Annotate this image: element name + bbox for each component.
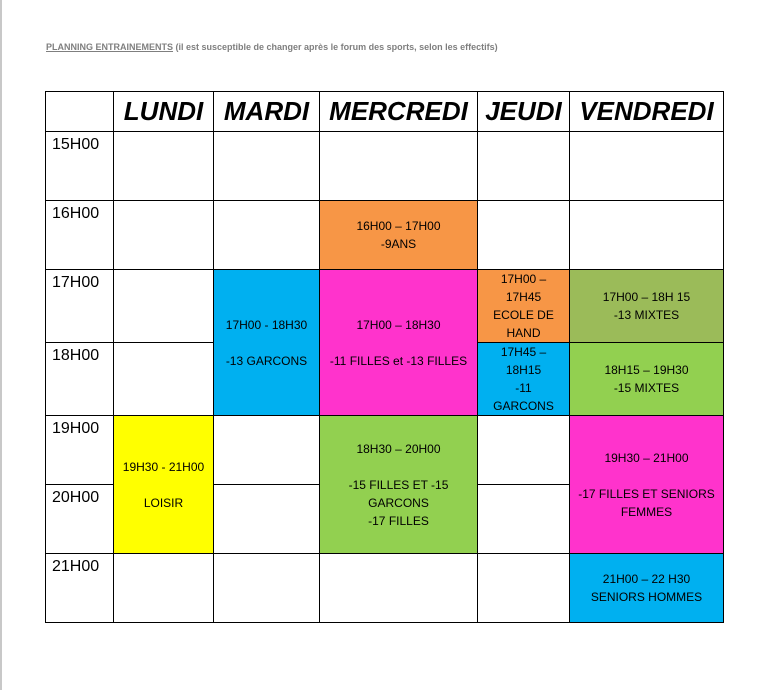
- cell-empty: [478, 485, 570, 554]
- session-line: -13 GARCONS: [225, 353, 308, 368]
- session-lundi-loisir: [114, 416, 214, 554]
- header-row: [46, 92, 724, 132]
- session-line: -11: [515, 381, 532, 395]
- row-21h00: [46, 554, 724, 623]
- time-label-21h00: 21H00: [46, 554, 114, 623]
- cell-empty: [114, 132, 214, 201]
- cell-empty: [114, 270, 214, 343]
- cell-empty: [320, 554, 478, 623]
- time-label-16h00: 16H00: [46, 201, 114, 270]
- session-line: 17H00 – 18H 15: [602, 290, 691, 304]
- row-15h00: [46, 132, 724, 201]
- time-label-19h00: 19H00: [46, 416, 114, 485]
- session-line: GARCONS: [493, 399, 554, 413]
- cell-empty: [478, 416, 570, 485]
- session-line: GARCONS: [368, 495, 429, 510]
- session-spacer: [214, 334, 319, 352]
- session-line: 17H45: [505, 290, 542, 304]
- row-16h00: [46, 201, 724, 270]
- time-label-15h00: 15H00: [46, 132, 114, 201]
- day-header-vendredi: VENDREDI: [570, 92, 724, 132]
- planning-heading: [46, 42, 498, 52]
- cell-empty: [214, 416, 320, 485]
- session-jeudi-ecole-de-hand: [478, 270, 570, 343]
- session-jeudi-11-garcons: [478, 343, 570, 416]
- cell-empty: [214, 554, 320, 623]
- session-line: 19H30 – 21H00: [604, 450, 689, 465]
- session-line: ECOLE DE: [493, 308, 554, 322]
- row-17h00: [46, 270, 724, 343]
- session-mercredi-9ans: [320, 201, 478, 270]
- session-mercredi-11-13-filles: [320, 270, 478, 416]
- session-line: -15 MIXTES: [613, 381, 680, 395]
- day-header-jeudi: JEUDI: [478, 92, 570, 132]
- cell-empty: [114, 201, 214, 270]
- session-spacer: [114, 476, 213, 494]
- session-line: 16H00 – 17H00: [356, 219, 441, 233]
- session-spacer: [320, 458, 477, 476]
- session-vendredi-15-mixtes: [570, 343, 724, 416]
- session-line: 18H15: [505, 363, 542, 377]
- session-line: LOISIR: [143, 495, 184, 510]
- cell-empty: [478, 132, 570, 201]
- planning-title: PLANNING ENTRAINEMENTS: [46, 42, 174, 52]
- session-line: 17H45 –: [500, 345, 547, 359]
- planning-note: (il est susceptible de changer après le forum des sports, selon les effectifs): [173, 42, 498, 52]
- session-line: 21H00 – 22 H30: [602, 572, 691, 586]
- session-line: -17 FILLES: [368, 513, 429, 528]
- session-line: SENIORS HOMMES: [590, 590, 703, 604]
- session-line: HAND: [506, 326, 541, 340]
- session-line: -13 MIXTES: [613, 308, 680, 322]
- cell-empty: [214, 201, 320, 270]
- day-header-mardi: MARDI: [214, 92, 320, 132]
- schedule-table: [45, 91, 724, 623]
- session-line: -9ANS: [380, 237, 417, 251]
- cell-empty: [478, 201, 570, 270]
- session-vendredi-17-seniors-femmes: [570, 416, 724, 554]
- session-line: -11 FILLES et -13 FILLES: [329, 353, 468, 368]
- session-vendredi-seniors-hommes: [570, 554, 724, 623]
- cell-empty: [570, 132, 724, 201]
- cell-empty: [478, 554, 570, 623]
- session-line: 19H30 - 21H00: [122, 459, 205, 474]
- session-mercredi-15-17: [320, 416, 478, 554]
- session-line: FEMMES: [620, 504, 673, 519]
- session-line: 17H00 –: [500, 272, 547, 286]
- session-spacer: [570, 467, 723, 485]
- cell-empty: [320, 132, 478, 201]
- cell-empty: [570, 201, 724, 270]
- session-spacer: [320, 334, 477, 352]
- session-vendredi-13-mixtes: [570, 270, 724, 343]
- session-mardi-13-garcons: [214, 270, 320, 416]
- time-label-18h00: 18H00: [46, 343, 114, 416]
- session-line: -17 FILLES ET SENIORS: [578, 486, 715, 501]
- cell-empty: [214, 485, 320, 554]
- header-corner: [46, 92, 114, 132]
- time-label-17h00: 17H00: [46, 270, 114, 343]
- row-19h00: [46, 416, 724, 485]
- session-line: 18H30 – 20H00: [356, 441, 441, 456]
- session-line: -15 FILLES ET -15: [348, 477, 449, 492]
- session-line: 18H15 – 19H30: [604, 363, 689, 377]
- cell-empty: [214, 132, 320, 201]
- cell-empty: [114, 554, 214, 623]
- time-label-20h00: 20H00: [46, 485, 114, 554]
- day-header-mercredi: MERCREDI: [320, 92, 478, 132]
- session-line: 17H00 – 18H30: [356, 317, 441, 332]
- page-left-border: [0, 0, 2, 690]
- cell-empty: [114, 343, 214, 416]
- session-line: 17H00 - 18H30: [225, 317, 308, 332]
- day-header-lundi: LUNDI: [114, 92, 214, 132]
